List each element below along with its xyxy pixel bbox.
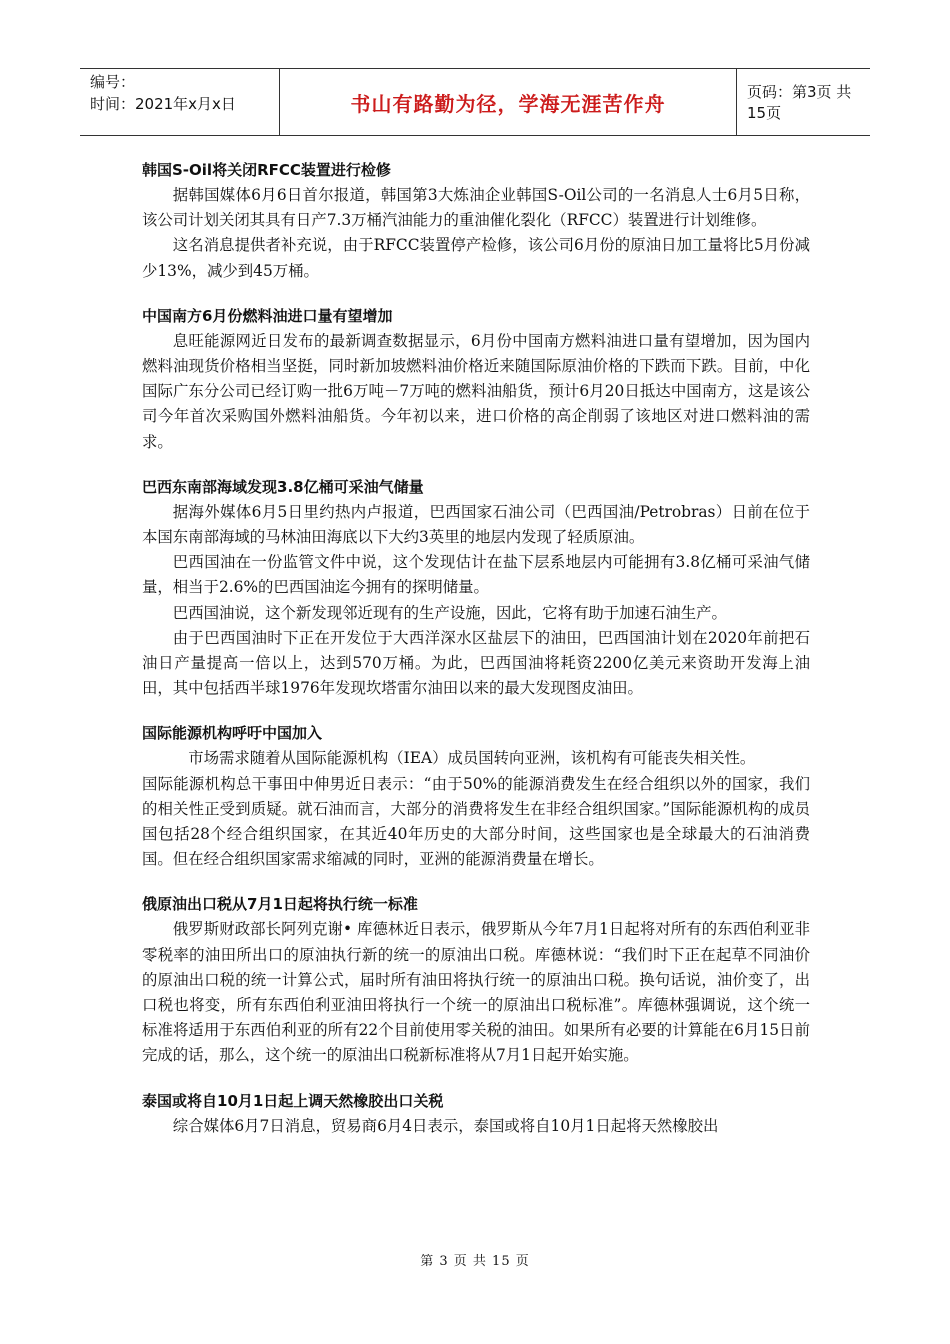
document-body xyxy=(142,158,810,1159)
document-number-label: 编号： xyxy=(90,73,136,91)
article-paragraph: 息旺能源网近日发布的最新调查数据显示，6月份中国南方燃料油进口量有望增加，因为国内燃料油现货价格相当坚挺，同时新加坡燃料油价格近来随国际原油价格的下跌而下跌。目前，中化国际广东分公司已经订购一批6万吨－7万吨的燃料油船货，预计6月20日抵达中国南方，这是该公司今年首次采购国外燃料油船货。今年初以来，进口价格的高企削弱了该地区对进口燃料油的需求。 xyxy=(142,331,810,451)
article-paragraph: 巴西国油说，这个新发现邻近现有的生产设施，因此，它将有助于加速石油生产。 xyxy=(172,603,727,622)
article-section xyxy=(142,475,810,702)
header-meta xyxy=(80,69,280,135)
article-title: 泰国或将自10月1日起上调天然橡胶出口关税 xyxy=(142,1091,444,1110)
article-paragraph: 据韩国媒体6月6日首尔报道，韩国第3大炼油企业韩国S-Oil公司的一名消息人士6月5日称，该公司计划关闭其具有日产7.3万桶汽油能力的重油催化裂化（RFCC）装置进行计划维修。 xyxy=(142,186,810,230)
article-section xyxy=(142,721,810,872)
page-footer: 第 3 页 共 15 页 xyxy=(420,1254,530,1269)
header-page-info: 页码：第3页 共15页 xyxy=(747,83,852,122)
article-title: 俄原油出口税从7月1日起将执行统一标准 xyxy=(142,895,418,914)
article-paragraph: 巴西国油在一份监管文件中说，这个发现估计在盐下层系地层内可能拥有3.8亿桶可采油气储量，相当于2.6%的巴西国油迄今拥有的探明储量。 xyxy=(142,553,810,597)
article-section xyxy=(142,304,810,455)
article-paragraph: 这名消息提供者补充说，由于RFCC装置停产检修，该公司6月份的原油日加工量将比5月份减少13%，减少到45万桶。 xyxy=(142,236,810,280)
article-title: 巴西东南部海域发现3.8亿桶可采油气储量 xyxy=(142,477,424,496)
header-motto: 书山有路勤为径，学海无涯苦作舟 xyxy=(280,69,737,135)
article-section xyxy=(142,158,810,284)
article-paragraph: 由于巴西国油时下正在开发位于大西洋深水区盐层下的油田，巴西国油计划在2020年前把石油日产量提高一倍以上，达到570万桶。为此，巴西国油将耗资2200亿美元来资助开发海上油田，其中包括西半球1976年发现坎塔雷尔油田以来的最大发现图皮油田。 xyxy=(142,628,810,698)
article-paragraph: 国际能源机构总干事田中伸男近日表示：“由于50%的能源消费发生在经合组织以外的国家，我们的相关性正受到质疑。就石油而言，大部分的消费将发生在非经合组织国家。”国际能源机构的成员国包括28个经合组织国家，在其近40年历史的大部分时间，这些国家也是全球最大的石油消费国。但在经合组织国家需求缩减的同时，亚洲的能源消费量在增长。 xyxy=(142,774,810,869)
article-paragraph: 俄罗斯财政部长阿列克谢• 库德林近日表示，俄罗斯从今年7月1日起将对所有的东西伯利亚非零税率的油田所出口的原油执行新的统一的原油出口税。库德林说：“我们时下正在起草不同油价的原油出口税的统一计算公式，届时所有油田将执行统一的原油出口税。换句话说，油价变了，出口税也将变，所有东西伯利亚油田将执行一个统一的原油出口税标准”。库德林强调说，这个统一标准将适用于东西伯利亚的所有22个目前使用零关税的油田。如果所有必要的计算能在6月15日前完成的话，那么，这个统一的原油出口税新标准将从7月1日起开始实施。 xyxy=(142,920,810,1065)
article-paragraph: 市场需求随着从国际能源机构（IEA）成员国转向亚洲，该机构有可能丧失相关性。 xyxy=(188,749,756,768)
page-header xyxy=(80,68,870,136)
article-title: 国际能源机构呼吁中国加入 xyxy=(142,724,323,743)
article-paragraph: 综合媒体6月7日消息，贸易商6月4日表示，泰国或将自10月1日起将天然橡胶出 xyxy=(172,1116,719,1135)
article-section xyxy=(142,1089,810,1139)
document-time-label: 时间：2021年x月x日 xyxy=(90,95,236,113)
article-title: 韩国S-Oil将关闭RFCC装置进行检修 xyxy=(142,161,391,179)
article-section xyxy=(142,892,810,1068)
article-title: 中国南方6月份燃料油进口量有望增加 xyxy=(142,306,393,325)
article-paragraph: 据海外媒体6月5日里约热内卢报道，巴西国家石油公司（巴西国油/Petrobras）日前在位于本国东南部海域的马林油田海底以下大约3英里的地层内发现了轻质原油。 xyxy=(142,502,810,547)
